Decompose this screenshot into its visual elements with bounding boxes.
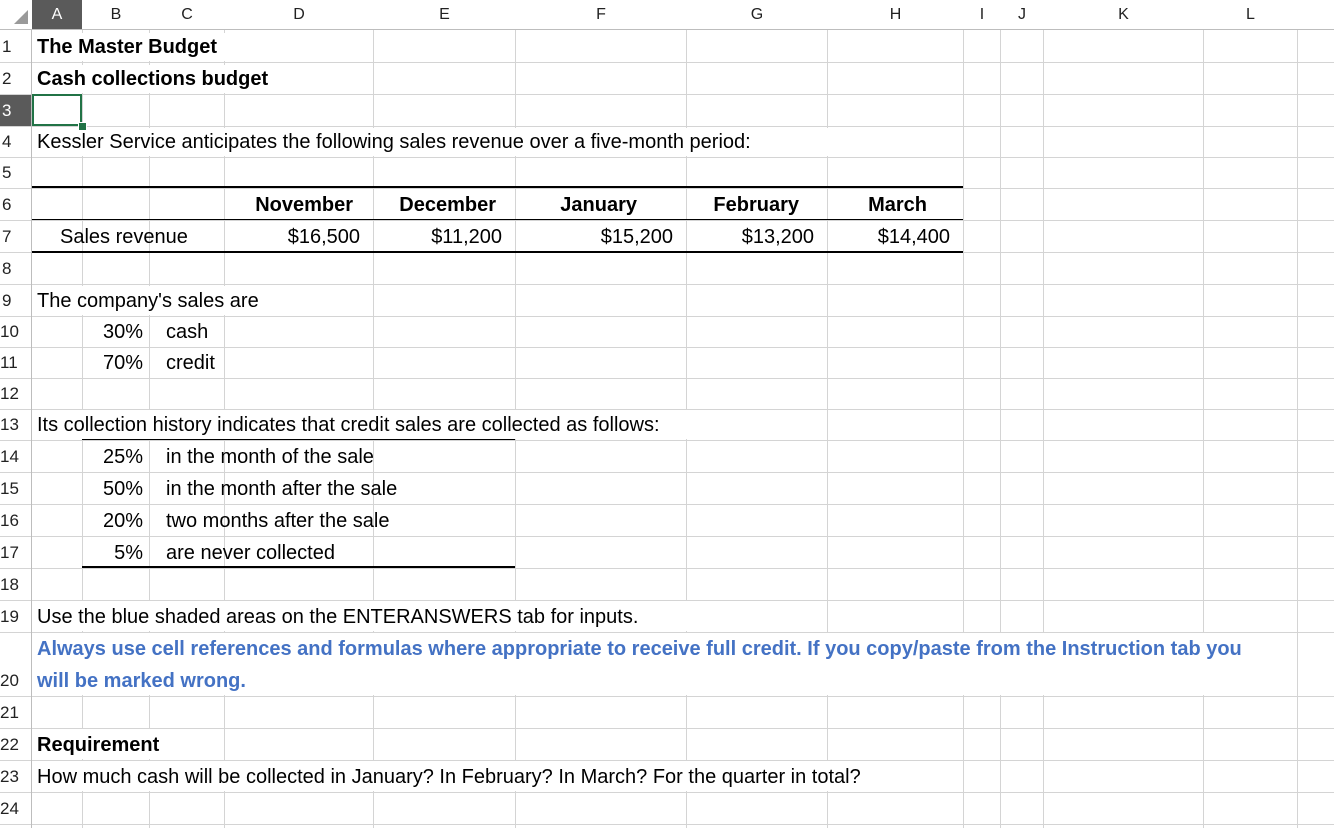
collection-pct: 50%	[102, 478, 143, 500]
row-header-23[interactable]: 23	[0, 767, 19, 786]
gridline	[1297, 0, 1298, 828]
instruction-warning-line2: will be marked wrong.	[37, 670, 246, 692]
column-header-f[interactable]: F	[596, 6, 606, 23]
table-header-border	[32, 219, 963, 220]
row-header-18[interactable]: 18	[0, 575, 19, 594]
sales-revenue-label: Sales revenue	[60, 226, 188, 248]
gridline	[1203, 0, 1204, 828]
row-header-17[interactable]: 17	[0, 543, 19, 562]
gridline	[0, 824, 1334, 825]
table-bottom-border	[32, 251, 963, 253]
sales-mix-pct: 70%	[102, 352, 143, 374]
row-header-13[interactable]: 13	[0, 415, 19, 434]
sales-value-november: $16,500	[287, 226, 360, 248]
column-header-c[interactable]: C	[181, 6, 193, 23]
instruction-warning-line1: Always use cell references and formulas where appropriate to receive full credit. If you copy/paste from the Instruction tab you	[37, 638, 1242, 660]
sales-mix-label-item: cash	[166, 321, 209, 343]
row-header-11[interactable]: 11	[0, 353, 18, 372]
row-header-5[interactable]: 5	[2, 163, 12, 182]
sheet-title: The Master Budget	[37, 36, 218, 58]
row-header-24[interactable]: 24	[0, 799, 19, 818]
month-header-march: March	[868, 194, 927, 216]
column-header-h[interactable]: H	[889, 6, 902, 23]
sales-value-march: $14,400	[877, 226, 950, 248]
gridline	[0, 188, 1334, 189]
collection-top-border	[82, 439, 515, 440]
collection-label: Its collection history indicates that credit sales are collected as follows:	[37, 414, 660, 436]
table-top-border	[32, 186, 963, 188]
sales-value-december: $11,200	[431, 226, 502, 248]
sales-mix-pct: 30%	[102, 321, 143, 343]
sales-mix-label-item: credit	[166, 352, 215, 374]
select-all-icon	[14, 10, 28, 24]
sales-mix-label: The company's sales are	[37, 290, 259, 312]
column-header-i[interactable]: I	[979, 6, 985, 23]
row-header-16[interactable]: 16	[0, 511, 19, 530]
row-header-10[interactable]: 10	[0, 322, 19, 341]
column-header-e[interactable]: E	[439, 6, 450, 23]
instruction-inputs: Use the blue shaded areas on the ENTERANSWERS tab for inputs.	[37, 606, 639, 628]
sales-value-january: $15,200	[600, 226, 673, 248]
row-header-14[interactable]: 14	[0, 447, 19, 466]
gridline	[827, 0, 828, 828]
collection-pct: 20%	[102, 510, 143, 532]
sales-value-february: $13,200	[741, 226, 814, 248]
month-header-february: February	[713, 194, 799, 216]
row-header-1[interactable]: 1	[2, 37, 12, 56]
sheet-subtitle: Cash collections budget	[37, 68, 269, 90]
column-header-b[interactable]: B	[110, 6, 122, 23]
row-header-8[interactable]: 8	[2, 259, 12, 278]
column-header-g[interactable]: G	[750, 6, 764, 23]
month-header-november: November	[255, 194, 353, 216]
row-header-7[interactable]: 7	[2, 227, 12, 246]
collection-pct: 5%	[114, 542, 143, 564]
row-header-12[interactable]: 12	[0, 384, 19, 403]
row-header-19[interactable]: 19	[0, 607, 19, 626]
collection-pct: 25%	[102, 446, 143, 468]
collection-desc: two months after the sale	[166, 510, 390, 532]
row-header-21[interactable]: 21	[0, 703, 19, 722]
column-header-k[interactable]: K	[1118, 6, 1129, 23]
row-header-6[interactable]: 6	[2, 195, 12, 214]
row-header-20[interactable]: 20	[0, 671, 19, 690]
month-header-december: December	[399, 194, 496, 216]
gridline	[963, 0, 964, 828]
row-header-9[interactable]: 9	[2, 291, 12, 310]
gridline	[1000, 0, 1001, 828]
column-header-j[interactable]: J	[1018, 6, 1026, 23]
requirement-label: Requirement	[37, 734, 160, 756]
collection-desc: are never collected	[166, 542, 335, 564]
column-header-a[interactable]: A	[32, 0, 82, 29]
active-cell-a3[interactable]	[32, 94, 82, 126]
gridline	[0, 728, 1334, 729]
collection-bottom-border	[82, 566, 515, 568]
month-header-january: January	[560, 194, 637, 216]
requirement-text: How much cash will be collected in January? In February? In March? For the quarter in total?	[37, 766, 861, 788]
column-header-l[interactable]: L	[1246, 6, 1255, 23]
row-header-4[interactable]: 4	[2, 132, 12, 151]
row-header-22[interactable]: 22	[0, 735, 19, 754]
collection-desc: in the month after the sale	[166, 478, 398, 500]
collection-desc: in the month of the sale	[166, 446, 374, 468]
row-header-15[interactable]: 15	[0, 479, 19, 498]
intro-text: Kessler Service anticipates the following sales revenue over a five-month period:	[37, 131, 751, 153]
gridline	[1043, 0, 1044, 828]
column-header-d[interactable]: D	[293, 6, 305, 23]
select-all-corner[interactable]	[0, 0, 32, 29]
row-header-3[interactable]: 3	[0, 95, 31, 126]
row-header-2[interactable]: 2	[2, 69, 12, 88]
